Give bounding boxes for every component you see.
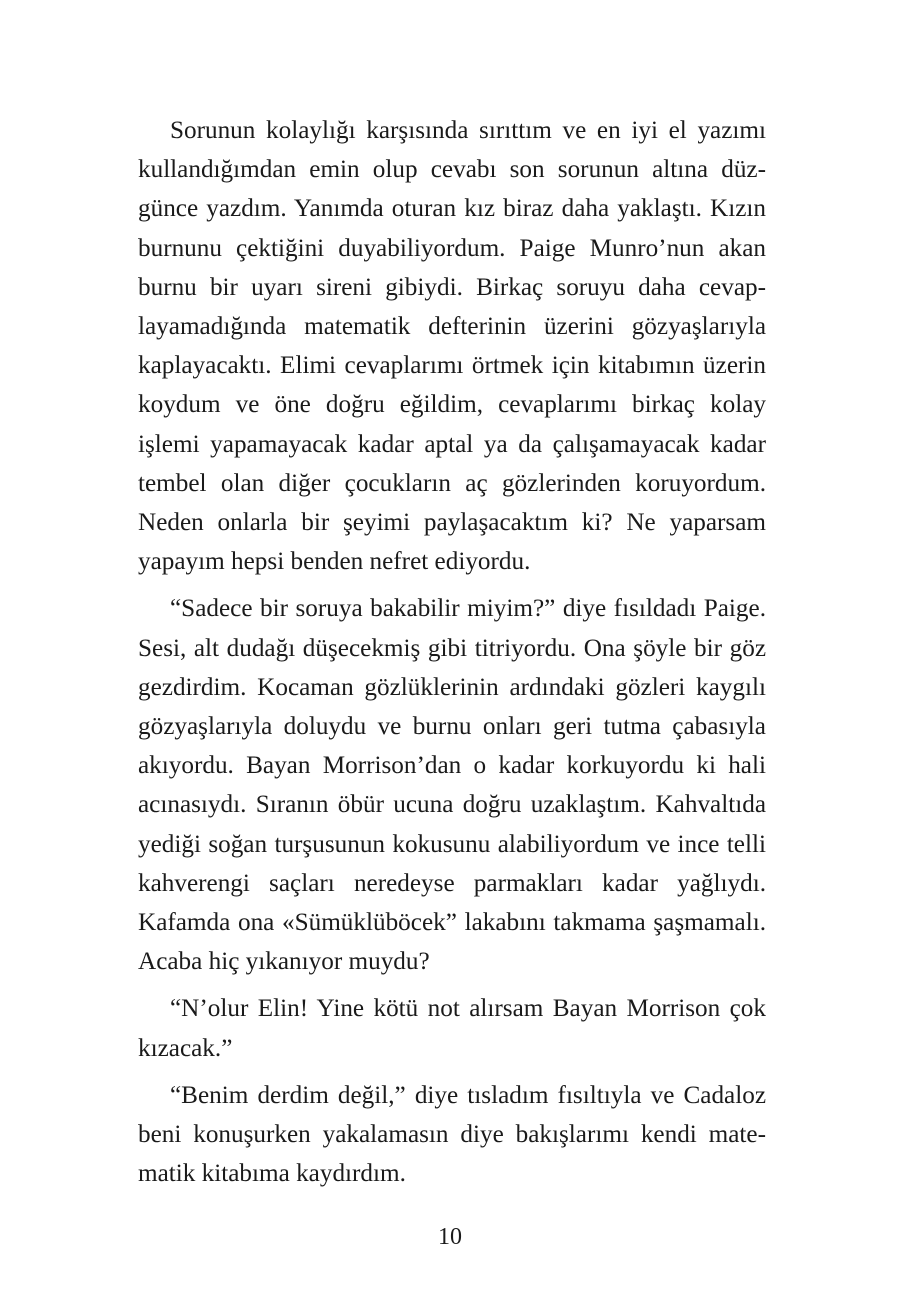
page-number: 10 [438,1224,462,1250]
paragraph: “N’olur Elin! Yine kötü not alırsam Bayan Morrison çok kızacak.” [138,995,766,1062]
paragraph: “Sadece bir soruya bakabilir miyim?” diye fısıldadı Paige. Sesi, alt dudağı düşecekmiş gibi titriyordu. Ona şöyle bir göz gezdirdim. Kocaman gözlüklerinin ardındaki gözleri kaygılı gözyaşlarıyla doluydu ve burnu onları geri tutma çabasıyla akıyordu. Bayan Morrison’dan o kadar korkuyordu ki hali acınasıydı. Sıranın öbür ucuna doğru uzaklaştım. Kahvaltıda yediği soğan turşusunun kokusunu alabiliyordum ve ince telli kahverengi saçları neredeyse parmakları kadar yağlıydı. Kafamda ona «Sümüklüböcek” lakabını takmama şaşmamalı. Acaba hiç yıkanıyor muydu? [138,595,766,976]
page-body [138,111,766,1193]
paragraph: “Benim derdim değil,” diye tısladım fısıltıyla ve Cadaloz beni konuşurken yakalamasın diye bakışlarımı kendi matematik kitabıma kaydırdım. [138,1081,766,1188]
paragraph: Sorunun kolaylığı karşısında sırıttım ve en iyi el yazımı kullandığımdan emin olup cevabı son sorunun altına düzgünce yazdım. Yanımda oturan kız biraz daha yaklaştı. Kızın burnunu çektiğini duyabiliyordum. Paige Munro’nun akan burnu bir uyarı sireni gibiydi. Birkaç soruyu daha cevaplayamadığında matematik defterinin üzerini gözyaşlarıyla kaplayacaktı. Elimi cevaplarımı örtmek için kitabımın üzerin koydum ve öne doğru eğildim, cevaplarımı birkaç kolay işlemi yapamayacak kadar aptal ya da çalışamayacak kadar tembel olan diğer çocukların aç gözlerinden koruyordum. Neden onlarla bir şeyimi paylaşacaktım ki? Ne yaparsam yapayım hepsi benden nefret ediyordu. [138,117,766,576]
